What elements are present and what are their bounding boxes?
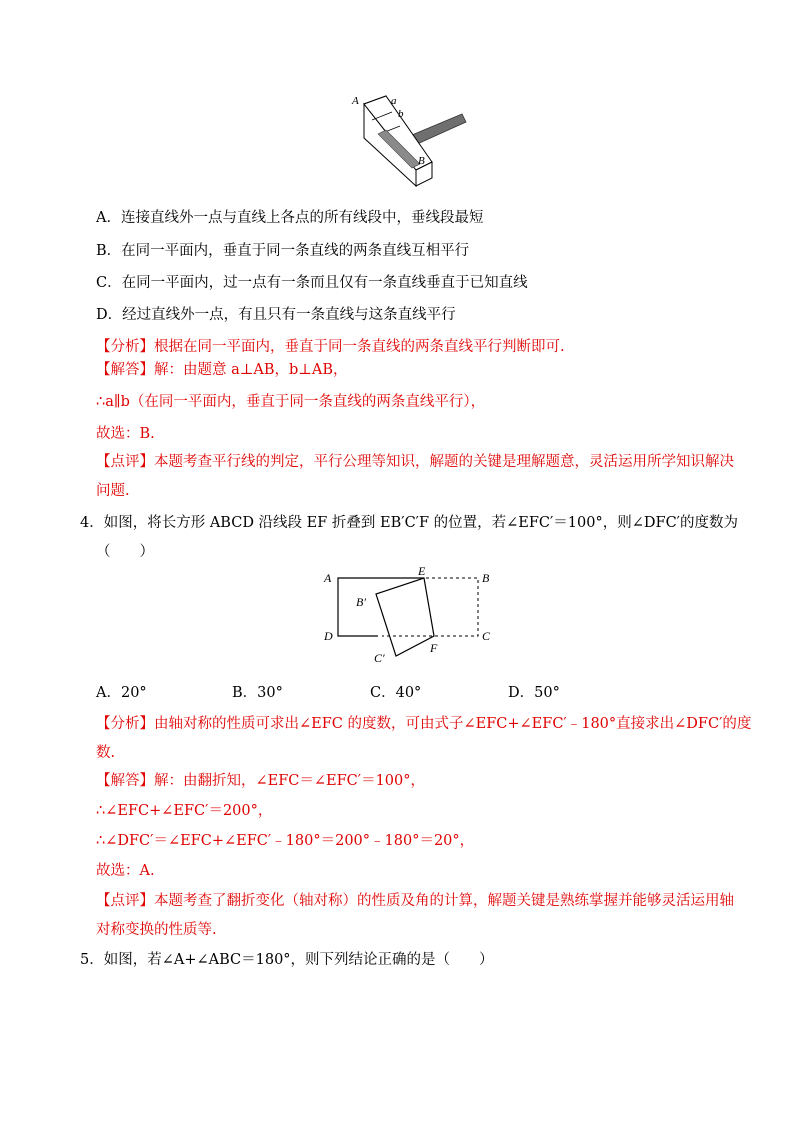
label-B: B <box>482 571 490 585</box>
q4-option-c: C．40° <box>370 685 422 701</box>
q4-option-a: A．20° <box>96 685 147 701</box>
q3-solution-line-2: ∴a∥b（在同一平面内，垂直于同一条直线的两条直线平行）， <box>96 394 486 410</box>
label-D: D <box>324 629 333 643</box>
q4-analysis-line-2: 数. <box>96 745 116 761</box>
q4-solution-line-3: ∴∠DFC′＝∠EFC+∠EFC′﹣180°＝200°﹣180°＝20°， <box>96 833 475 849</box>
q4-stem-line-2: （ ） <box>96 544 154 560</box>
q4-option-d: D．50° <box>508 685 560 701</box>
q4-comment-line-1: 【点评】本题考查了翻折变化（轴对称）的性质及角的计算，解题关键是熟练掌握并能够灵活运用轴 <box>96 893 734 909</box>
q3-solution-line-1: 【解答】解：由题意 a⊥AB，b⊥AB， <box>96 362 348 378</box>
q3-analysis: 【分析】根据在同一平面内，垂直于同一条直线的两条直线平行判断即可. <box>96 339 565 355</box>
label-B: B <box>418 155 425 167</box>
label-C-prime: C′ <box>374 651 385 665</box>
q4-stem-line-1: 4．如图，将长方形 ABCD 沿线段 EF 折叠到 EB′C′F 的位置，若∠EFC′＝100°，则∠DFC′的度数为 <box>80 515 738 531</box>
folded-quadrilateral <box>376 578 434 656</box>
label-F: F <box>430 641 438 655</box>
q3-comment-line-2: 问题. <box>96 483 130 499</box>
label-b: b <box>398 108 404 120</box>
label-A: A <box>324 571 332 585</box>
label-B-prime: B′ <box>356 595 366 609</box>
q4-solution-line-4: 故选：A. <box>96 863 155 879</box>
q3-option-b: B．在同一平面内，垂直于同一条直线的两条直线互相平行 <box>96 243 470 259</box>
label-A: A <box>352 95 359 107</box>
q3-comment-line-1: 【点评】本题考查平行线的判定，平行公理等知识，解题的关键是理解题意，灵活运用所学知识解决 <box>96 454 734 470</box>
label-C: C <box>482 629 491 643</box>
rect-solid-edges <box>338 578 424 636</box>
q4-solution-line-1: 【解答】解：由翻折知，∠EFC＝∠EFC′＝100°， <box>96 773 425 789</box>
figure-ruler-square <box>350 90 470 190</box>
q3-option-a: A．连接直线外一点与直线上各点的所有线段中，垂线段最短 <box>96 210 484 226</box>
figure-folded-rectangle <box>318 560 498 670</box>
q5-stem: 5．如图，若∠A+∠ABC＝180°，则下列结论正确的是（ ） <box>80 952 494 968</box>
q3-solution-line-3: 故选：B. <box>96 426 155 442</box>
q4-comment-line-2: 对称变换的性质等. <box>96 922 217 938</box>
q3-option-d: D．经过直线外一点，有且只有一条直线与这条直线平行 <box>96 307 456 323</box>
label-E: E <box>418 564 426 578</box>
q3-option-c: C．在同一平面内，过一点有一条而且仅有一条直线垂直于已知直线 <box>96 275 528 291</box>
q4-solution-line-2: ∴∠EFC+∠EFC′＝200°， <box>96 803 273 819</box>
q4-analysis-line-1: 【分析】由轴对称的性质可求出∠EFC 的度数，可由式子∠EFC+∠EFC′﹣180°直接求出∠DFC′的度 <box>96 716 752 732</box>
q4-option-b: B．30° <box>232 685 283 701</box>
label-a: a <box>391 95 397 107</box>
